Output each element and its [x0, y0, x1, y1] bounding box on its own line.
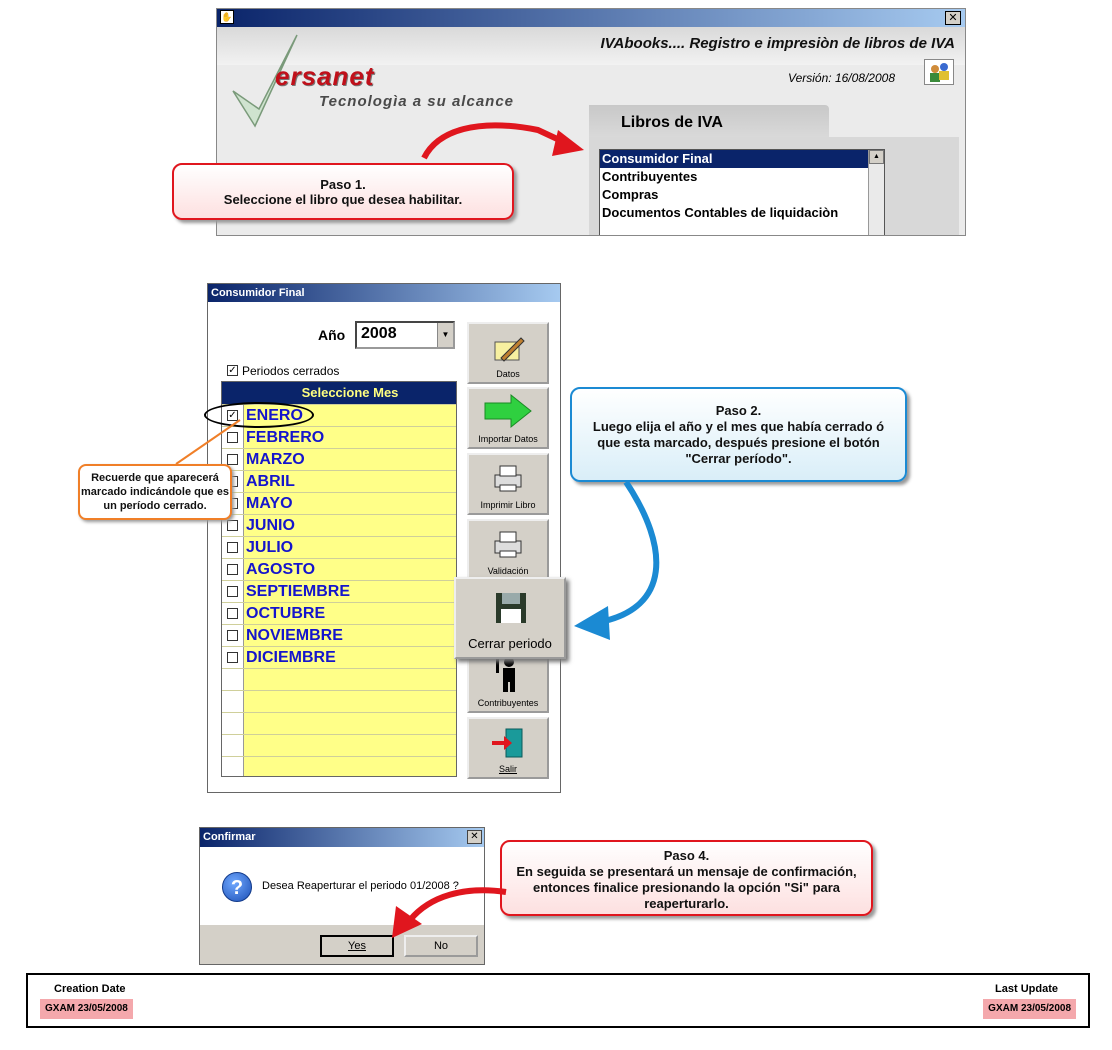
month-label: SEPTIEMBRE	[246, 583, 351, 600]
libros-iva-tab	[589, 105, 829, 139]
arrow-step2	[560, 478, 680, 648]
step1-text: Seleccione el libro que desea habilitar.	[223, 192, 463, 207]
close-icon[interactable]: ✕	[945, 11, 961, 25]
arrow-right-icon	[483, 393, 533, 429]
salir-button[interactable]	[467, 717, 549, 779]
step2-callout	[570, 387, 907, 482]
month-label: JUNIO	[246, 517, 295, 534]
window-title: Consumidor Final	[208, 284, 560, 302]
table-row[interactable]	[222, 690, 456, 712]
dialog-title: Confirmar	[200, 828, 484, 847]
month-checkbox[interactable]	[227, 520, 238, 531]
validacion-button[interactable]	[467, 519, 549, 581]
book-item[interactable]: Contribuyentes	[602, 169, 698, 184]
month-label: AGOSTO	[246, 561, 316, 578]
datos-button[interactable]	[467, 322, 549, 384]
month-label: ABRIL	[246, 473, 295, 490]
month-label: MARZO	[246, 451, 305, 468]
table-row[interactable]	[222, 734, 456, 756]
yes-button[interactable]: Yes	[320, 935, 394, 957]
app-title: IVAbooks.... Registro e impresiòn de libros de IVA	[600, 35, 955, 52]
cerrar-periodo-label: Cerrar periodo	[468, 636, 552, 651]
window-titlebar	[217, 9, 965, 27]
table-row[interactable]	[222, 514, 456, 536]
book-item[interactable]: Compras	[602, 187, 659, 202]
step1-callout	[172, 163, 514, 220]
step2-text: Luego elija el año y el mes que había cerrado ó que esta marcado, después presione el botón "Cerrar período".	[592, 419, 885, 466]
month-label: ENERO	[246, 407, 303, 424]
month-checkbox[interactable]	[227, 564, 238, 575]
months-grid	[221, 381, 457, 777]
printer-icon	[491, 463, 525, 493]
arrow-step4	[374, 880, 514, 942]
table-row[interactable]	[222, 558, 456, 580]
month-label: MAYO	[246, 495, 293, 512]
month-checkbox[interactable]	[227, 630, 238, 641]
scroll-up-icon[interactable]: ▲	[869, 150, 884, 164]
listbox-scrollbar[interactable]	[868, 150, 884, 236]
imprimir-button[interactable]	[467, 453, 549, 515]
no-button[interactable]: No	[404, 935, 478, 957]
save-disk-icon	[494, 591, 528, 625]
contribuyentes-label: Contribuyentes	[477, 698, 539, 708]
last-update-label: Last Update	[995, 983, 1058, 995]
table-row[interactable]	[222, 580, 456, 602]
step4-title: Paso 4.	[663, 848, 710, 863]
month-label: OCTUBRE	[246, 605, 326, 622]
table-row[interactable]	[222, 536, 456, 558]
printer-icon	[491, 529, 525, 559]
periodos-label: Periodos cerrados	[242, 364, 340, 378]
chevron-down-icon[interactable]: ▼	[437, 323, 453, 347]
close-icon[interactable]: ✕	[467, 830, 482, 844]
table-row[interactable]	[222, 448, 456, 470]
table-row[interactable]	[222, 470, 456, 492]
month-label: NOVIEMBRE	[246, 627, 343, 644]
month-checkbox[interactable]	[227, 608, 238, 619]
table-row[interactable]	[222, 602, 456, 624]
datos-label: Datos	[496, 369, 520, 379]
year-label: Año	[318, 327, 346, 343]
question-icon: ?	[222, 872, 252, 902]
table-row[interactable]	[222, 756, 456, 778]
step2-title: Paso 2.	[715, 403, 762, 418]
step4-text: En seguida se presentará un mensaje de confirmación, entonces finalice presionando la opción "Si" para reaperturarlo.	[516, 864, 857, 911]
year-select[interactable]	[355, 321, 455, 349]
app-icon: ✋	[221, 12, 233, 22]
grid-corner	[222, 382, 244, 404]
table-row[interactable]	[222, 426, 456, 448]
brand-logo-text: ersanet	[275, 61, 375, 91]
version-label: Versión: 16/08/2008	[788, 71, 895, 85]
exit-door-icon	[490, 727, 526, 759]
users-icon[interactable]	[924, 59, 954, 85]
table-row[interactable]	[222, 712, 456, 734]
closed-period-note: Recuerde que aparecerá marcado indicándole que es un período cerrado.	[78, 464, 232, 520]
month-label: FEBRERO	[246, 429, 325, 446]
tagline: Tecnologìa a su alcance	[319, 93, 515, 110]
grid-header: Seleccione Mes	[244, 382, 456, 404]
month-label: DICIEMBRE	[246, 649, 336, 666]
validacion-label: Validación	[487, 566, 529, 576]
importar-button[interactable]	[467, 387, 549, 449]
panel-title: Libros de IVA	[621, 114, 723, 131]
books-listbox[interactable]	[599, 149, 885, 236]
periodos-checkbox[interactable]: ✓	[228, 365, 237, 376]
dialog-message: Desea Reaperturar el periodo 01/2008 ?	[262, 880, 459, 892]
table-row[interactable]	[222, 668, 456, 690]
step1-title: Paso 1.	[320, 177, 366, 192]
month-checkbox[interactable]	[227, 652, 238, 663]
cerrar-periodo-button[interactable]	[454, 577, 566, 659]
edit-pencil-icon	[491, 332, 525, 364]
note-pointer	[170, 418, 250, 468]
creation-date-label: Creation Date	[54, 983, 126, 995]
step4-callout	[500, 840, 873, 916]
footer-box	[26, 973, 1090, 1028]
month-label: JULIO	[246, 539, 294, 556]
salir-label: Salir	[498, 764, 517, 774]
arrow-step1	[418, 110, 588, 164]
month-checkbox[interactable]	[227, 586, 238, 597]
book-item[interactable]: Consumidor Final	[600, 150, 884, 168]
importar-label: Importar Datos	[478, 434, 538, 444]
month-checkbox[interactable]: ✓	[228, 410, 237, 421]
table-row[interactable]	[222, 492, 456, 514]
imprimir-label: Imprimir Libro	[480, 500, 536, 510]
month-checkbox[interactable]	[227, 542, 238, 553]
creation-date-value: GXAM 23/05/2008	[40, 999, 133, 1019]
last-update-value: GXAM 23/05/2008	[983, 999, 1076, 1019]
book-item[interactable]: Documentos Contables de liquidaciòn	[602, 205, 839, 220]
person-icon	[493, 655, 523, 693]
table-row[interactable]	[222, 646, 456, 668]
contribuyentes-button[interactable]	[467, 651, 549, 713]
table-row[interactable]	[222, 624, 456, 646]
year-value: 2008	[361, 325, 397, 342]
